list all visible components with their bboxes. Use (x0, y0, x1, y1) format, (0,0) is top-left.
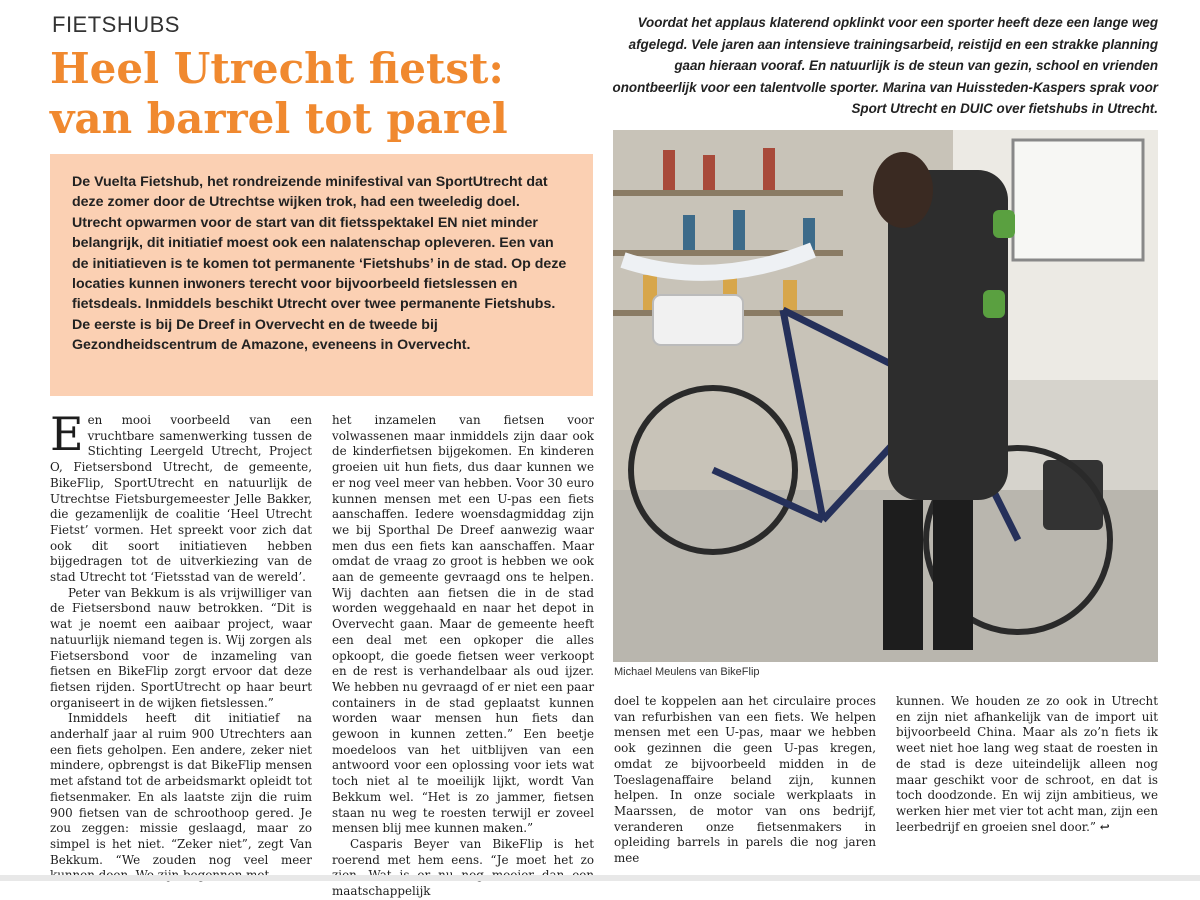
paragraph: doel te koppelen aan het circulaire proces van refurbishen van een fiets. We helpen mensen met een U-pas, maar we hebben ook gezinnen die geen U-pas kregen, omdat ze bijvoorbeeld midden in de Toeslagenaffaire beland zijn, kunnen helpen. In onze sociale werkplaats in Maarssen, de motor van ons bedrijf, veranderen onze fietsenmakers in opleiding barrels in parels die nog jaren mee (614, 694, 876, 866)
section-label: FIETSHUBS (52, 12, 180, 37)
lead-text: De Vuelta Fietshub, het rondreizende minifestival van SportUtrecht dat deze zomer door de Utrechtse wijken trok, had een tweeledig doel. Utrecht opwarmen voor de start van dit fietsspektakel EN niet minder belangrijk, dit initiatief moest ook een nalatenschap opleveren. Een van de initiatieven is te komen tot permanente ‘Fietshubs’ in de stad. Op deze locaties kunnen inwoners terecht voor bijvoorbeeld fietslessen en fietsdeals. Inmiddels beschikt Utrecht over twee permanente Fietshubs. De eerste is bij De Dreef in Overvecht en de tweede bij Gezondheidscentrum de Amazone, eveneens in Overvecht. (72, 174, 567, 354)
article-photo (613, 130, 1158, 662)
footer-bar (0, 875, 1200, 881)
paragraph (50, 407, 312, 586)
body-column-1 (50, 407, 312, 884)
headline (50, 44, 570, 144)
headline-line-2: van barrel tot parel (50, 94, 508, 143)
body-column-3 (614, 694, 876, 867)
end-mark-icon: ↩ (1099, 819, 1110, 834)
lead-box (50, 154, 593, 396)
paragraph-text: en mooi voorbeeld van een vruchtbare samenwerking tussen de Stichting Leergeld Utrecht, Project O, Fietsersbond Utrecht, de gemeente, BikeFlip, SportUtrecht en natuurlijk de Utrechtse Fietsburgemeester Jelle Bakker, die gezamenlijk de coalitie ‘Heel Utrecht Fietst’ vormen. Het spreekt voor zich dat ook dit soort initiatieven hebben bijgedragen tot de uitverkiezing van de stad Utrecht tot ‘Fietsstad van de wereld’. (50, 413, 312, 585)
paragraph: Peter van Bekkum is als vrijwilliger van de Fietsersbond nauw betrokken. “Dit is wat je noemt een aaibaar project, waar natuurlijk niemand tegen is. Wij zorgen als Fietsersbond voor de inzameling van fietsen en BikeFlip zorgt ervoor dat deze fietsen rijden. SportUtrecht op haar beurt organiseert in de wijken fietslessen.” (50, 585, 312, 710)
paragraph: het inzamelen van fietsen voor volwassenen maar inmiddels zijn daar ook de kinderfietsen bijgekomen. En kinderen groeien uit hun fiets, dus daar kunnen we er nog veel meer van hebben. Voor 30 euro kunnen mensen met een U-pas een fiets aanschaffen. Iedere woensdagmiddag zijn we bij Sporthal De Dreef aanwezig waar men dus een fiets kan aanschaffen. Maar omdat de vraag zo groot is hebben we ook aan de gemeente gevraagd ons te helpen. Wij dachten aan fietsen die in de stad worden weggehaald en naar het depot in Overvecht gaan. Maar de gemeente heeft een deal met een opkoper die alles opkoopt, die goede fietsen weer verkoopt en de rest is verhandelbaar als oud ijzer. We hebben nu gevraagd of er niet een paar containers in de stad geplaatst kunnen worden waar mensen hun fiets dan gewoon in kunnen zetten.” Een beetje moedeloos van het uitblijven van een antwoord voor een oplossing voor iets wat toch niet al te moeilijk lijkt, wordt Van Bekkum wel. “Het is zo jammer, fietsen staan nu weg te roesten terwijl er zoveel mensen blij mee kunnen maken.” (332, 413, 594, 836)
body-column-2 (332, 413, 594, 900)
intro-text: Voordat het applaus klaterend opklinkt voor een sporter heeft deze een lange weg afgelegd. Vele jaren aan intensieve trainingsarbeid, reistijd en een strakke planning gaan hieraan vooraf. En natuurlijk is de steun van gezin, school en vrienden onontbeerlijk voor een talentvolle sporter. Marina van Huissteden-Kaspers sprak voor Sport Utrecht en DUIC over fietshubs in Utrecht. (612, 15, 1158, 116)
paragraph (896, 694, 1158, 835)
paragraph-text: kunnen. We houden ze zo ook in Utrecht en zijn niet afhankelijk van de import uit bijvoorbeeld China. Maar als zo’n fiets ik weet niet hoe lang weg staat de roesten in de stad is deze uiteindelijk alleen nog maar geschikt voor de schroot, en dat is toch doodzonde. En wij zijn ambitieus, we werken hier met vier tot acht man, zijn een leerbedrijf en groeien snel door.” (896, 694, 1158, 834)
photo-caption: Michael Meulens van BikeFlip (614, 666, 760, 678)
paragraph: Casparis Beyer van BikeFlip is het roerend met hem eens. “Je moet het zo maatschappelijk (332, 836, 594, 899)
workshop-photo-illustration (613, 130, 1158, 662)
body-column-4 (896, 694, 1158, 835)
paragraph: Inmiddels heeft dit initiatief na anderhalf jaar al ruim 900 Utrechters aan een fiets geholpen. Een andere, zeker niet mindere, opbrengst is dat BikeFlip mensen met afstand tot de arbeidsmarkt opleidt tot fietsenmaker. En als laatste zijn die ruim 900 fietsen van de schroothoop gered. Je zou zeggen: missie geslaagd, maar zo simpel is het niet. “Zeker niet”, zegt Van Bekkum. “We zouden nog veel meer (50, 711, 312, 867)
drop-cap: E (50, 407, 84, 461)
headline-line-1: Heel Utrecht fietst: (50, 44, 504, 93)
